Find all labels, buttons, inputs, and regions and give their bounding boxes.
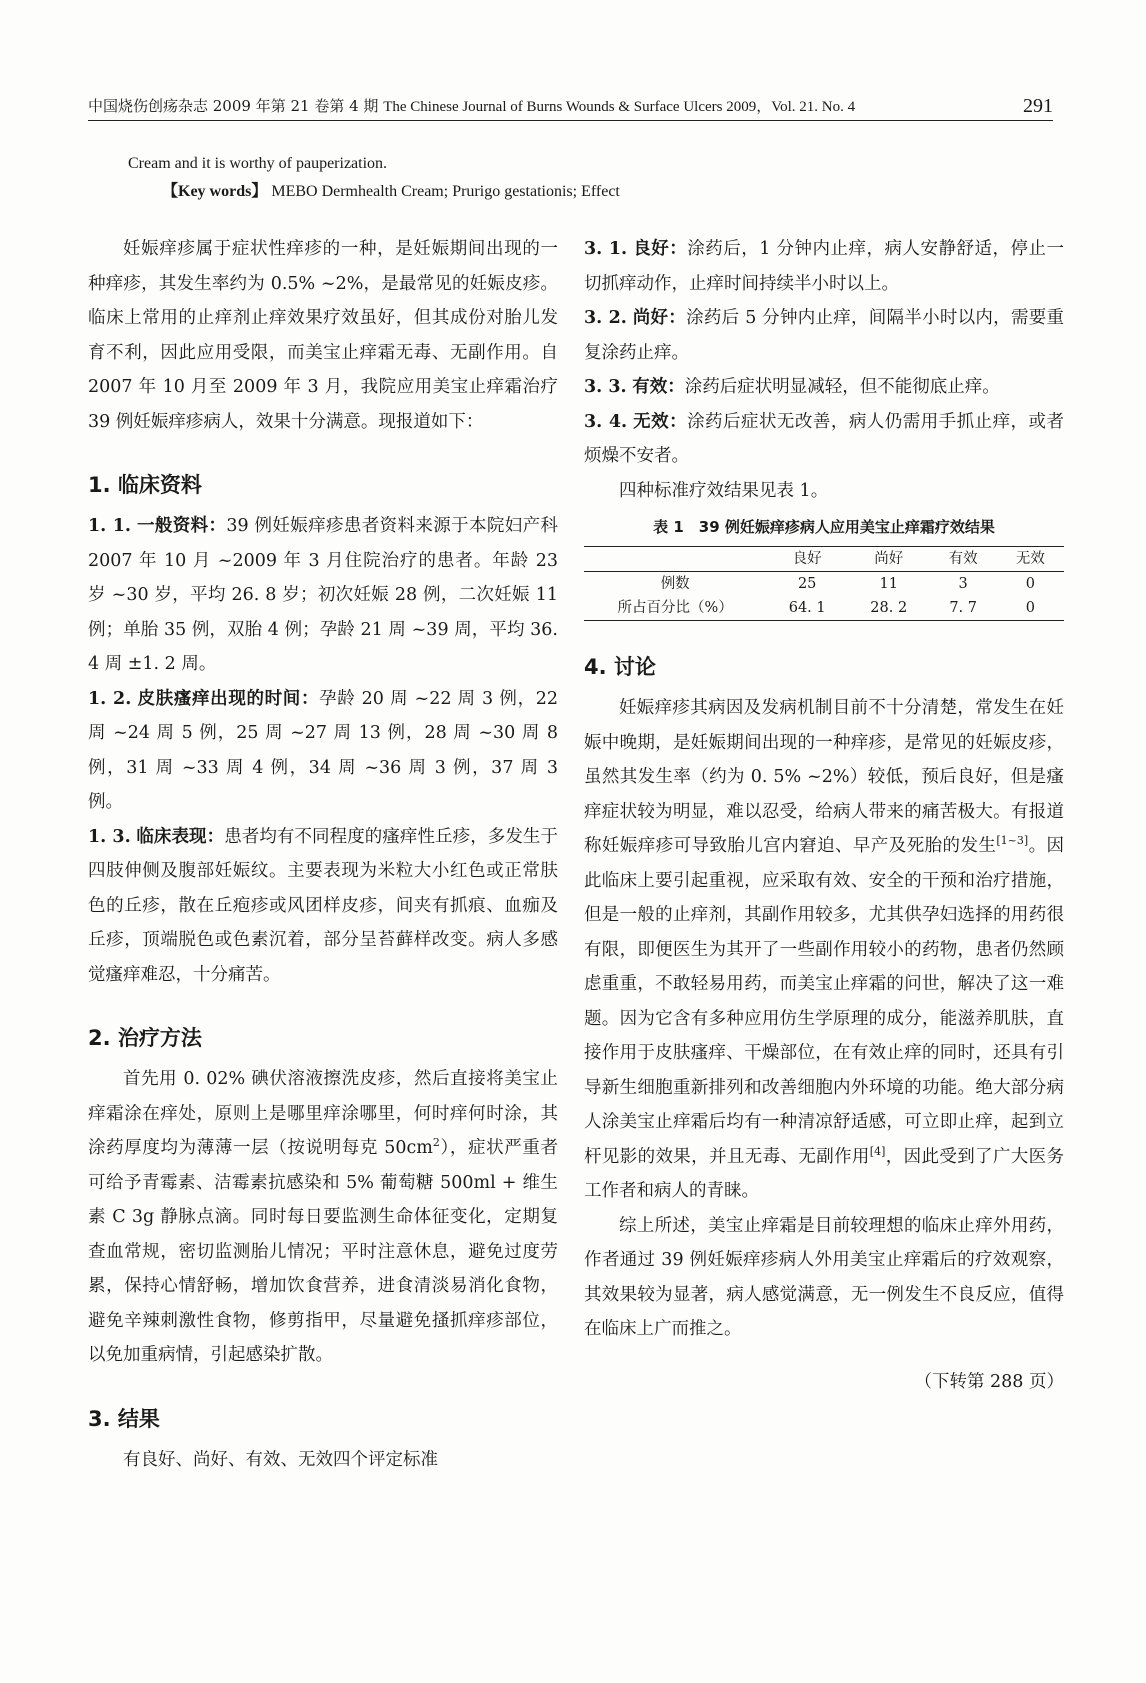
table-cell: 28. 2 [870, 600, 908, 616]
table-header-row [584, 547, 1064, 572]
section-1-1-title: 一般资料： [136, 516, 227, 536]
table-1 [584, 546, 1064, 621]
criterion-ineffective-number: 3. 4. [584, 411, 628, 432]
section-1-2-text: 孕龄 20 周 ~22 周 3 例，22 周 ~24 周 5 例，25 周 ~27 周 13 例，28 周 ~30 周 8 例，31 周 ~33 周 4 例，34 周 ~36 周 3 例，37 周 3 例。 [88, 688, 559, 812]
section-4-heading: 4. 讨论 [584, 655, 656, 679]
section-1-2 [88, 682, 558, 820]
keywords-label: 【Key words】 [162, 183, 268, 200]
table-header-cell: 良好 [792, 551, 822, 567]
section-2-text-b: ），症状严重者可给予青霉素、洁霉素抗感染和 5% 葡萄糖 500ml + 维生素 C 3g 静脉点滴。同时每日要监测生命体征变化，定期复查血常规，密切监测胎儿情况；平时注意休息，避免过度劳累，保持心情舒畅，增加饮食营养，进食清淡易消化食物，避免辛辣刺激性食物，修剪指甲，尽量避免搔抓痒疹部位，以免加重病情，引起感染扩散。 [88, 1138, 559, 1365]
criterion-effective-number: 3. 3. [584, 377, 627, 397]
keywords-line [162, 178, 620, 206]
running-header [88, 96, 1053, 121]
results-summary: 四种标准疗效结果见表 1。 [619, 480, 829, 501]
section-3-intro: 有良好、尚好、有效、无效四个评定标准 [123, 1449, 438, 1470]
table-header-cell: 有效 [948, 551, 978, 567]
running-title-en: The Chinese Journal of Burns Wounds & Surface Ulcers 2009，Vol. 21. No. 4 [383, 99, 856, 115]
discussion-text-a: 妊娠痒疹其病因及发病机制目前不十分清楚，常发生在妊娠中晚期，是妊娠期间出现的一种痒疹，是常见的妊娠皮疹，虽然其发生率（约为 0. 5% ~2%）较低，预后良好，但是瘙痒症状较为明显，难以忍受，给病人带来的痛苦极大。有报道称妊娠痒疹可导致胎儿宫内窘迫、早产及死胎的发生 [584, 698, 1064, 856]
criterion-fair-text: 涂药后 5 分钟内止痒，间隔半小时以内，需要重复涂药止痒。 [584, 308, 1064, 363]
discussion-paragraph-2: 综上所述，美宝止痒霜是目前较理想的临床止痒外用药，作者通过 39 例妊娠痒疹病人外用美宝止痒霜后的疗效观察，其效果较为显著，病人感觉满意，无一例发生不良反应，值得在临床上广而推之。 [584, 1215, 1064, 1339]
criterion-ineffective-text: 涂药后症状无改善，病人仍需用手抓止痒，或者烦燥不安者。 [584, 411, 1065, 466]
citation-1-3: [1~3] [996, 834, 1029, 848]
right-column [584, 232, 1064, 1399]
section-1-3-number: 1. 3. [88, 826, 131, 847]
keywords-text: MEBO Dermhealth Cream; Prurigo gestationis; Effect [271, 183, 620, 200]
continued-note: （下转第 288 页） [914, 1371, 1064, 1392]
section-2-text-a: 首先用 0. 02% 碘伏溶液擦洗皮疹，然后直接将美宝止痒霜涂在痒处，原则上是哪里痒涂哪里，何时痒何时涂，其涂药厚度均为薄薄一层（按说明每克 50cm [88, 1069, 558, 1158]
criterion-fair-title: 尚好： [632, 308, 687, 328]
table-cell: 3 [958, 576, 968, 592]
criterion-good-number: 3. 1. [584, 239, 628, 259]
table-cell: 25 [797, 576, 817, 592]
criterion-good [584, 232, 1064, 301]
criterion-effective-title: 有效： [632, 377, 685, 397]
abstract-last-line: Cream and it is worthy of pauperization. [128, 155, 388, 172]
intro-paragraph: 妊娠痒疹属于症状性痒疹的一种，是妊娠期间出现的一种痒疹，其发生率约为 0.5% ~2%，是最常见的妊娠皮疹。临床上常用的止痒剂止痒效果疗效虽好，但其成份对胎儿发育不利，因此应用受限，而美宝止痒霜无毒、无副作用。自 2007 年 10 月至 2009 年 3 月，我院应用美宝止痒霜治疗 39 例妊娠痒疹病人，效果十分满意。现报道如下： [88, 239, 558, 432]
section-2-paragraph [88, 1062, 558, 1373]
running-title-cn: 中国烧伤创疡杂志 2009 年第 21 卷第 4 期 [88, 97, 379, 115]
table-cell: 11 [879, 576, 898, 592]
criterion-good-text: 涂药后，1 分钟内止痒，病人安静舒适，停止一切抓痒动作，止痒时间持续半小时以上。 [584, 239, 1064, 294]
page-number: 291 [1023, 95, 1053, 117]
criterion-effective [584, 370, 1064, 405]
section-1-1-number: 1. 1. [88, 516, 132, 536]
left-column [88, 232, 558, 1477]
criterion-ineffective [584, 405, 1064, 474]
section-2-superscript: 2 [432, 1136, 440, 1150]
section-1-1-text: 39 例妊娠痒疹患者资料来源于本院妇产科 2007 年 10 月 ~2009 年 3 月住院治疗的患者。年龄 23 岁 ~30 岁，平均 26. 8 岁；初次妊娠 28 例，二次妊娠 11 例；单胎 35 例，双胎 4 例；孕龄 21 周 ~39 周，平均 36. 4 周 ±1. 2 周。 [88, 516, 558, 674]
citation-4: [4] [869, 1144, 886, 1158]
criterion-fair-number: 3. 2. [584, 308, 627, 328]
table-cell: 0 [1025, 576, 1035, 592]
section-1-3 [88, 820, 558, 993]
criterion-ineffective-title: 无效： [633, 411, 688, 432]
table-header-cell [584, 547, 766, 572]
section-1-3-text: 患者均有不同程度的瘙痒性丘疹，多发生于四肢伸侧及腹部妊娠纹。主要表现为米粒大小红色或正常肤色的丘疹，散在丘疱疹或风团样皮疹，间夹有抓痕、血痂及丘疹，顶端脱色或色素沉着，部分呈苔藓样改变。病人多感觉瘙痒难忍，十分痛苦。 [88, 826, 558, 985]
criterion-effective-text: 涂药后症状明显减轻，但不能彻底止痒。 [684, 377, 1000, 397]
abstract-tail [128, 150, 620, 206]
section-1-1 [88, 509, 558, 682]
criterion-good-title: 良好： [633, 239, 688, 259]
criterion-fair [584, 301, 1064, 370]
section-1-2-number: 1. 2. [88, 688, 132, 709]
running-title [88, 96, 855, 117]
discussion-paragraph-1 [584, 691, 1064, 1209]
table-header-cell: 尚好 [874, 551, 904, 567]
table-cell: 0 [1025, 600, 1035, 616]
section-2-heading: 2. 治疗方法 [88, 1026, 202, 1050]
table-row [584, 572, 1064, 597]
section-1-2-title: 皮肤瘙痒出现的时间： [137, 688, 320, 709]
table-1-caption: 表 1 39 例妊娠痒疹病人应用美宝止痒霜疗效结果 [653, 518, 995, 536]
table-header-cell: 无效 [1015, 551, 1045, 567]
section-1-heading: 1. 临床资料 [88, 473, 202, 497]
section-3-heading: 3. 结果 [88, 1406, 160, 1431]
table-cell: 64. 1 [788, 600, 826, 616]
discussion-text-b: 。因此临床上要引起重视，应采取有效、安全的干预和治疗措施，但是一般的止痒剂，其副作用较多，尤其供孕妇选择的用药很有限，即便医生为其开了一些副作用较小的药物，患者仍然顾虑重重，不敢轻易用药，而美宝止痒霜的问世，解决了这一难题。因为它含有多种应用仿生学原理的成分，能滋养肌肤，直接作用于皮肤瘙痒、干燥部位，在有效止痒的同时，还具有引导新生细胞重新排列和改善细胞内外环境的功能。绝大部分病人涂美宝止痒霜后均有一种清凉舒适感，可立即止痒，起到立杆见影的效果，并且无毒、无副作用 [584, 836, 1065, 1167]
table-row [584, 596, 1064, 621]
discussion-text-c: ，因此受到了广大医务工作者和病人的青睐。 [584, 1146, 1065, 1201]
table-cell: 7. 7 [949, 600, 977, 616]
table-cell: 例数 [660, 576, 690, 592]
section-1-3-title: 临床表现： [136, 826, 225, 847]
table-cell: 所占百分比（%） [617, 600, 733, 616]
